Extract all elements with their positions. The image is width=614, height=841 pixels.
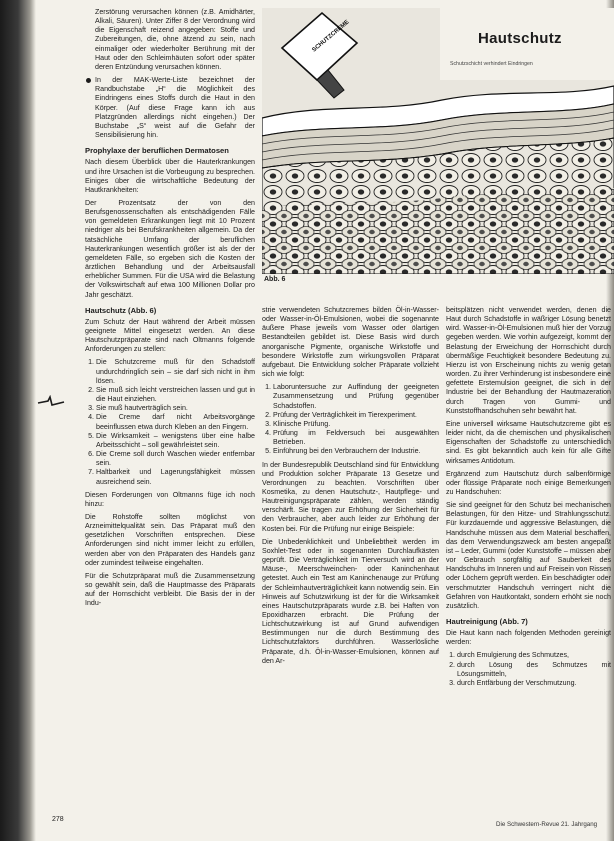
development-list	[262, 383, 439, 456]
requirements-list	[85, 358, 255, 486]
book-binding-shadow	[0, 0, 36, 841]
text-column-middle	[262, 306, 439, 670]
bullet-mak-werte: In der MAK-Werte-Liste bezeichnet der Randbuchstabe „H“ die Möglichkeit des Eindringens eines Stoffs durch die Haut in den Körper. (Auf diese Frage kann ich aus Platzgründen allerdings nicht eingehen.) Der Buchstabe „S“ weist auf die Gefahr der Sensibilisierung hin.	[85, 76, 255, 140]
list-item: 1. Laboruntersuche zur Auffindung der geeigneten Zusammensetzung und Prüfung gegenüber Schadstoffen.	[273, 383, 439, 410]
paragraph-schutz-der-haut: Zum Schutz der Haut während der Arbeit müssen geeignete Mittel eingesetzt werden. An diese Hautschutzpräparate sind nach Oltmanns folgende Anforderungen zu stellen:	[85, 317, 255, 354]
paragraph-handschuhe-intro: Ergänzend zum Hautschutz durch salbenförmige oder flüssige Präparate noch einige Bemerkungen zu Handschuhen:	[446, 469, 611, 496]
paragraph-schutzcremes: strie verwendeten Schutzcremes bilden Öl-in-Wasser- oder Wasser-in-Öl-Emulsionen, wobei die sogenannte äußere Phase jeweils vom Wasser oder ölartigen Bestandteilen gebildet ist. Diese Basis wird durch anorganische Pigmente, organische Wirkstoffe und besondere Wirkstoffe zum wirkungsvollen Präparat aufgebaut. Die Entwicklung solcher Präparate vollzieht sich wie folgt:	[262, 306, 439, 379]
tube-label: SCHUTZCREME	[311, 19, 351, 54]
list-item: 1. Die Schutzcreme muß für den Schadstoff undurchdringlich sein – sie darf sich nicht in ihm lösen.	[96, 358, 255, 385]
paragraph-reizend: Zerstörung verursachen können (z.B. Amidhärter, Alkali, Säuren). Unter Ziffer 8 der Verordnung wird die Eigenschaft reizend angegeben: Stoffe und Zubereitungen, die, ohne ätzend zu sein, nach einmaliger oder wiederholter Berührung mit der Haut oder den Schleimhäuten sofort oder später deren Entzündung verursachen können.	[95, 8, 255, 71]
paragraph-reinigung: Die Haut kann nach folgenden Methoden gereinigt werden:	[446, 629, 611, 647]
list-item: 3. Sie muß hautverträglich sein.	[96, 404, 255, 413]
list-item: 2. durch Lösung des Schmutzes mit Lösungsmitteln,	[457, 661, 611, 679]
paragraph-universell: Eine universell wirksame Hautschutzcreme gibt es leider nicht, da die chemischen und physikalischen Eigenschaften der Schadstoffe zu unterschiedlich sind. Es gibt bekanntlich auch kein für alle Gifte wirksames Antidotum.	[446, 419, 611, 465]
list-item: 2. Sie muß sich leicht verstreichen lassen und gut in die Haut einziehen.	[96, 386, 255, 404]
skin-protection-illustration	[262, 8, 614, 274]
journal-footer: Die Schwestern-Revue 21. Jahrgang	[496, 821, 598, 828]
cleaning-methods-list	[446, 651, 611, 688]
text-column-left	[85, 8, 255, 613]
page-number: 278	[52, 816, 64, 823]
heading-hautreinigung: Hautreinigung (Abb. 7)	[446, 617, 528, 626]
paragraph-ueberblick: Nach diesem Überblick über die Hauterkrankungen und ihre Ursachen ist die Vorbeugung zu besprechen. Einiges über die wirtschaftliche Bedeutung der Hautkrankheiten:	[85, 158, 255, 194]
list-item: 4. Die Creme darf nicht Arbeitsvorgänge beeinflussen etwa durch Kleben an den Fingern.	[96, 413, 255, 431]
list-item: 3. durch Entfärbung der Verschmutzung.	[457, 679, 611, 688]
list-item: 3. Klinische Prüfung.	[273, 420, 439, 429]
heading-hautschutz: Hautschutz (Abb. 6)	[85, 305, 157, 315]
pen-mark-icon	[36, 395, 66, 414]
figure-caption: Abb. 6	[264, 276, 286, 283]
list-item: 7. Haltbarkeit und Lagerungsfähigkeit müssen ausreichend sein.	[96, 468, 255, 486]
paragraph-arbeitsplaetze: beitsplätzen nicht verwendet werden, denen die Haut durch Schadstoffe in wäßriger Lösung benetzt wird. Wasser-in-Öl-Emulsionen muß hier der Vorzug gegeben werden. Wie vorhin aufgezeigt, kommt der Belastung der Erweichung der Hornschicht durch übermäßige Feuchtigkeit besondere Bedeutung zu. Hierzu ist von Erscheinung nichts zu wenig getan worden. Zu ihrer Verhinderung ist insbesondere eine gefettete Erstemulsion geeignet, die sich in der Industrie bei der Behandlung der Hautmazeration durch Tragen von Gummi- und Kunststoffhandschuhen sehr bewährt hat.	[446, 306, 611, 415]
paragraph-zusammensetzung: Für die Schutzpräparat muß die Zusammensetzung so gewählt sein, daß die Hauptmasse des Präparats auf der Hornschicht verbleibt. Die Basis der in der Indu-	[85, 571, 255, 608]
skin-cross-section-drawing	[262, 8, 614, 274]
list-item: 2. Prüfung der Verträglichkeit im Tierexperiment.	[273, 411, 439, 420]
figure-title: Hautschutz	[478, 30, 562, 47]
list-item: 6. Die Creme soll durch Waschen wieder entfernbar sein.	[96, 450, 255, 468]
list-item: 5. Einführung bei den Verbrauchern der Industrie.	[273, 447, 439, 456]
paragraph-oltmanns: Diesen Forderungen von Oltmanns füge ich noch hinzu:	[85, 490, 255, 508]
paragraph-pruefung: Die Unbedenklichkeit und Unbeliebtheit werden im Soxhlet-Test oder in sogenannten Durchlaufkästen geprüft. Die Verträglichkeit im Tierversuch wird an der Mäuse-, Meerschweinchen- oder Kaninchenhaut getestet. Auch ein Test am Kaninchenauge zur Prüfung der Schleimhautverträglichkeit kann notwendig sein. Ein Hinweis auf Schutzwirkung ist der für die Wirksamkeit eines Hautschutzpräparats wurde z.B. bei Haften von Epoxidharzen erbracht. Die Prüfung der Lichtschutzwirkung ist auf Grund aufwendigen Bestimmungen nur die durch Bestimmung des Lichtschutzfaktors durchführen. Wasserlösliche Präparate, d.h. Öl-in-Wasser-Emulsionen, können auf den Ar-	[262, 537, 439, 665]
heading-prophylaxe: Prophylaxe der beruflichen Dermatosen	[85, 146, 229, 156]
list-item: 5. Die Wirksamkeit – wenigstens über eine halbe Arbeitsschicht – soll gewährleistet sein.	[96, 432, 255, 450]
figure-subtitle: Schutzschicht verhindert Eindringen	[450, 61, 533, 67]
paragraph-rohstoffe: Die Rohstoffe sollten möglichst von Arzneimittelqualität sein. Das Präparat muß den gesetzlichen Vorschriften entsprechen. Diese Anforderungen sind nicht immer leicht zu erfüllen, werden aber von den Präparaten des Handels ganz oder zumindest teilweise eingehalten.	[85, 512, 255, 567]
text-column-right	[446, 306, 611, 692]
paragraph-bundesrepublik: In der Bundesrepublik Deutschland sind für Entwicklung und Produktion solcher Präparate 13 Gesetze und Verordnungen zu beachten. Vorschriften über Kosmetika, zu denen Hautschutz-, Hautpflege- und Hautreinigungspräparate zählen, werden ständig verschärft. Sie tragen zur Erhöhung der Sicherheit für den Verbraucher, aber auch leider zur Erhöhung der Kosten bei. Für die Prüfung nur einige Beispiele:	[262, 460, 439, 533]
list-item: 1. durch Emulgierung des Schmutzes,	[457, 651, 611, 660]
paragraph-handschuhe: Sie sind geeignet für den Schutz bei mechanischen Belastungen, für den Hitze- und Strahlungsschutz. Für kurzdauernde und aggressive Belastungen, die Handschuhe müssen aus dem Material beschaffen, das dem Verwendungszweck am besten angepaßt ist – Leder, Gummi (oder Kunststoffe – müssen aber vor Gebrauch sorgfältig auf Sauberkeit des Handschuhs im Inneren und auf Freisein von Rissen oder Löchern geprüft werden. Ein beschädigter oder verschmutzter Handschuh verringert nicht die Gefahren von Hautkontakt, sondern erhöht sie noch zusätzlich.	[446, 501, 611, 610]
list-item: 4. Prüfung im Feldversuch bei ausgewählten Betrieben.	[273, 429, 439, 447]
paragraph-prozentsatz: Der Prozentsatz der von den Berufsgenossenschaften als entschädigenden Fälle von gemeldeten Erkrankungen liegt mit 10 Prozent niedriger als bei Berufskrankheiten allgemein. Da der tatsächliche Umfang der beruflichen Hauterkrankungen wesentlich größer ist als der der gemeldeten Fälle, so ergeben sich die Kosten der ärztlichen Behandlung und der Arbeitsausfall erheblicher Summen. Für die USA wird die Belastung der Volkswirtschaft auf etwa 100 Millionen Dollar pro Jahr geschätzt.	[85, 198, 255, 299]
cream-tube-icon	[282, 13, 357, 98]
